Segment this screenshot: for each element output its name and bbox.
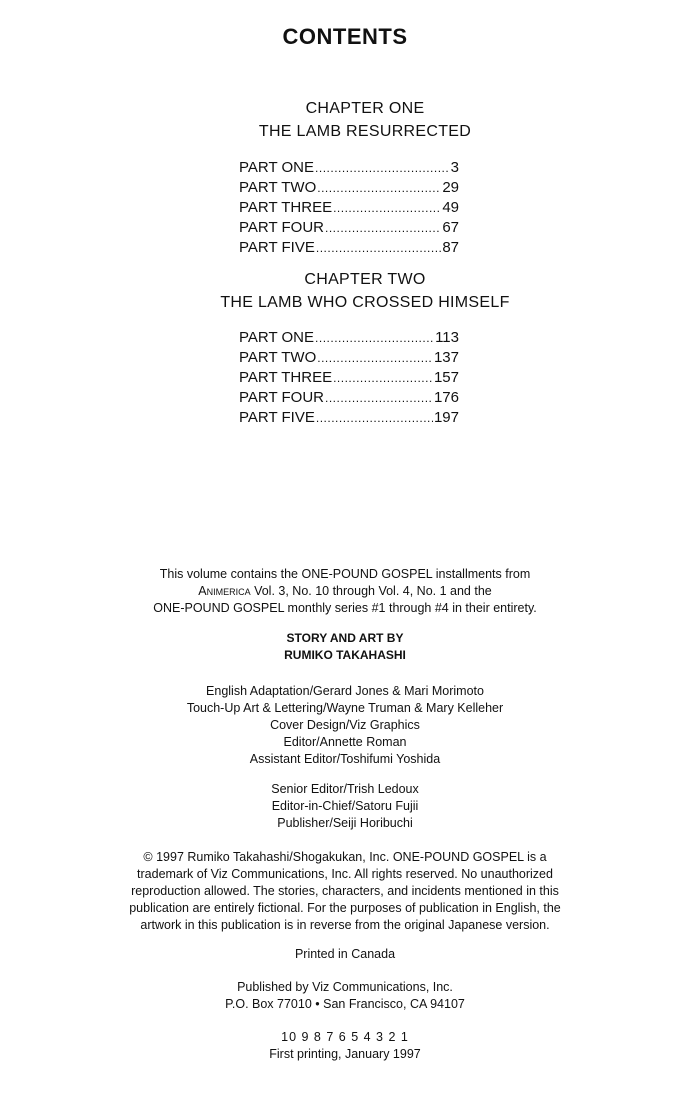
- volume-note-text: Vol. 3, No. 10 through Vol. 4, No. 1 and the: [250, 584, 492, 598]
- first-printing: First printing, January 1997: [269, 1047, 421, 1061]
- chapter-one-toc: [239, 158, 459, 258]
- toc-page-number: 137: [433, 349, 459, 366]
- toc-part-label: PART ONE: [239, 159, 315, 176]
- volume-note-line: [0, 583, 690, 600]
- toc-row[interactable]: [239, 198, 459, 218]
- toc-part-label: PART THREE: [239, 199, 333, 216]
- toc-row[interactable]: [239, 218, 459, 238]
- toc-row[interactable]: [239, 388, 459, 408]
- credit-line: Senior Editor/Trish Ledoux: [271, 782, 419, 796]
- chapter-name: THE LAMB WHO CROSSED HIMSELF: [220, 294, 510, 311]
- toc-page-number: 176: [433, 389, 459, 406]
- toc-leader-dots: [316, 409, 433, 428]
- senior-credits: [0, 781, 690, 832]
- copyright-line: trademark of Viz Communications, Inc. All rights reserved. No unauthorized: [137, 867, 553, 881]
- publisher-name: Published by Viz Communications, Inc.: [237, 980, 453, 994]
- toc-leader-dots: [317, 179, 441, 198]
- toc-part-label: PART TWO: [239, 179, 317, 196]
- toc-part-label: PART FOUR: [239, 219, 325, 236]
- copyright-notice: [0, 849, 690, 934]
- toc-leader-dots: [333, 369, 433, 388]
- credit-line: Editor-in-Chief/Satoru Fujii: [271, 799, 419, 813]
- publisher-info: [0, 979, 690, 1013]
- printing-numbers: 10 9 8 7 6 5 4 3 2 1: [281, 1030, 409, 1044]
- credit-line: Assistant Editor/Toshifumi Yoshida: [249, 752, 441, 766]
- magazine-name: Animerica: [198, 584, 251, 598]
- toc-row[interactable]: [239, 408, 459, 428]
- toc-part-label: PART THREE: [239, 369, 333, 386]
- copyright-line: artwork in this publication is in reverse from the original Japanese version.: [140, 918, 550, 932]
- toc-part-label: PART ONE: [239, 329, 315, 346]
- printing-info: [0, 1029, 690, 1063]
- toc-leader-dots: [333, 199, 441, 218]
- toc-page-number: 113: [435, 329, 459, 346]
- toc-leader-dots: [317, 349, 433, 368]
- toc-page-number: 157: [433, 369, 459, 386]
- page-title: CONTENTS: [282, 24, 408, 49]
- printed-in-text: Printed in Canada: [294, 947, 396, 961]
- chapter-number: CHAPTER TWO: [304, 271, 426, 288]
- chapter-number: CHAPTER ONE: [305, 100, 425, 117]
- toc-row[interactable]: [239, 178, 459, 198]
- toc-row[interactable]: [239, 328, 459, 348]
- chapter-two-toc: [239, 328, 459, 428]
- toc-part-label: PART TWO: [239, 349, 317, 366]
- volume-note: [0, 566, 690, 617]
- copyright-line: reproduction allowed. The stories, characters, and incidents mentioned in this: [131, 884, 559, 898]
- toc-part-label: PART FIVE: [239, 239, 315, 256]
- toc-row[interactable]: [239, 348, 459, 368]
- chapter-name: THE LAMB RESURRECTED: [258, 123, 472, 140]
- story-credit: [0, 630, 690, 664]
- printed-in: [0, 946, 690, 963]
- credit-line: Publisher/Seiji Horibuchi: [277, 816, 413, 830]
- toc-page-number: 87: [442, 239, 459, 256]
- chapter-one-heading: [0, 97, 690, 143]
- chapter-two-heading: [0, 268, 690, 314]
- toc-leader-dots: [315, 159, 450, 178]
- toc-page-number: 67: [442, 219, 459, 236]
- toc-leader-dots: [325, 389, 433, 408]
- volume-note-line: This volume contains the ONE-POUND GOSPEL installments from: [159, 567, 531, 581]
- toc-leader-dots: [325, 219, 441, 238]
- copyright-line: © 1997 Rumiko Takahashi/Shogakukan, Inc. ONE-POUND GOSPEL is a: [143, 850, 547, 864]
- credit-line: Touch-Up Art & Lettering/Wayne Truman & Mary Kelleher: [186, 701, 504, 715]
- toc-row[interactable]: [239, 158, 459, 178]
- credit-line: Cover Design/Viz Graphics: [270, 718, 420, 732]
- author-name: RUMIKO TAKAHASHI: [284, 648, 406, 662]
- credit-line: Editor/Annette Roman: [283, 735, 407, 749]
- toc-row[interactable]: [239, 238, 459, 258]
- toc-row[interactable]: [239, 368, 459, 388]
- copyright-line: publication are entirely fictional. For the purposes of publication in English, the: [129, 901, 561, 915]
- toc-part-label: PART FIVE: [239, 409, 315, 426]
- toc-page-number: 197: [433, 409, 459, 426]
- credit-line: English Adaptation/Gerard Jones & Mari Morimoto: [206, 684, 484, 698]
- staff-credits: [0, 683, 690, 768]
- volume-note-line: ONE-POUND GOSPEL monthly series #1 through #4 in their entirety.: [153, 601, 537, 615]
- toc-leader-dots: [316, 239, 441, 258]
- toc-page-number: 29: [442, 179, 459, 196]
- toc-page-number: 49: [442, 199, 459, 216]
- publisher-address: P.O. Box 77010 • San Francisco, CA 94107: [225, 997, 465, 1011]
- toc-page-number: 3: [450, 159, 459, 176]
- story-credit-heading: STORY AND ART BY: [286, 631, 404, 645]
- toc-part-label: PART FOUR: [239, 389, 325, 406]
- toc-leader-dots: [315, 329, 434, 348]
